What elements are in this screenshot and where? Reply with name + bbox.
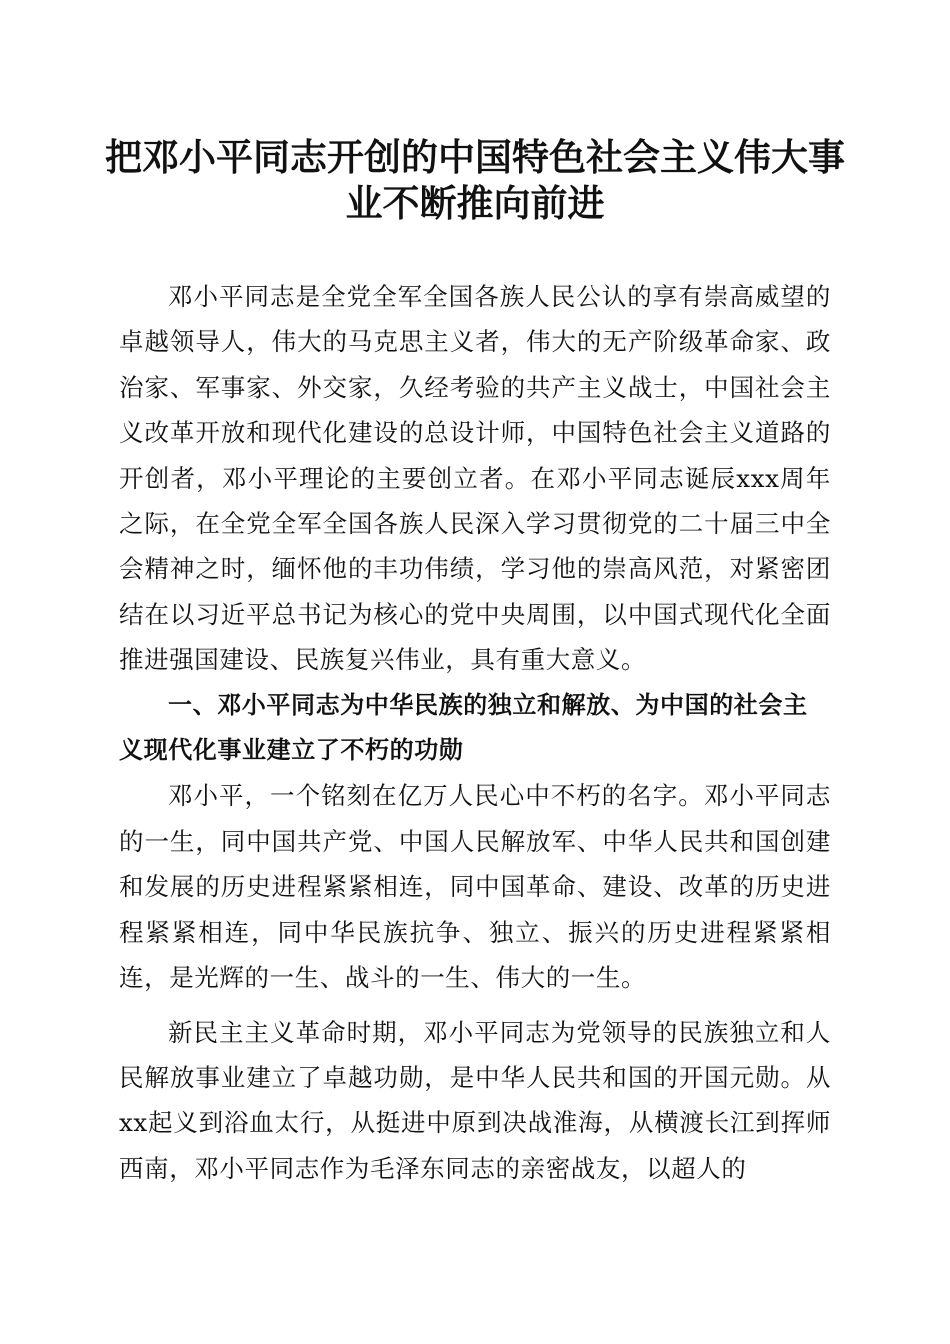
paragraph-deng-name: 邓小平，一个铭刻在亿万人民心中不朽的名字。邓小平同志的一生，同中国共产党、中国人民解放军、中华人民共和国创建和发展的历史进程紧紧相连，同中国革命、建设、改革的历史进程紧紧相连，同中华民族抗争、独立、振兴的历史进程紧紧相连，是光辉的一生、战斗的一生、伟大的一生。 bbox=[119, 781, 831, 993]
title-line-1: 把邓小平同志开创的中国特色社会主义伟大事 bbox=[105, 135, 845, 179]
document-title bbox=[100, 134, 850, 226]
document-body bbox=[119, 274, 831, 1191]
section-heading-1: 一、邓小平同志为中华民族的独立和解放、为中国的社会主义现代化事业建立了不朽的功勋 bbox=[119, 690, 808, 765]
paragraph-gap bbox=[119, 1001, 831, 1010]
paragraph-intro: 邓小平同志是全党全军全国各族人民公认的享有崇高威望的卓越领导人，伟大的马克思主义者，伟大的无产阶级革命家、政治家、军事家、外交家，久经考验的共产主义战士，中国社会主义改革开放和现代化建设的总设计师，中国特色社会主义道路的开创者，邓小平理论的主要创立者。在邓小平同志诞辰xxx周年之际，在全党全军全国各族人民深入学习贯彻党的二十届三中全会精神之时，缅怀他的丰功伟绩，学习他的崇高风范，对紧密团结在以习近平总书记为核心的党中央周围，以中国式现代化全面推进强国建设、民族复兴伟业，具有重大意义。 bbox=[119, 282, 831, 675]
title-line-2: 业不断推向前进 bbox=[345, 181, 605, 225]
paragraph-new-democratic-revolution: 新民主主义革命时期，邓小平同志为党领导的民族独立和人民解放事业建立了卓越功勋，是中华人民共和国的开国元勋。从xx起义到浴血太行，从挺进中原到决战淮海，从横渡长江到挥师西南，邓小平同志作为毛泽东同志的亲密战友，以超人的 bbox=[119, 1017, 831, 1183]
